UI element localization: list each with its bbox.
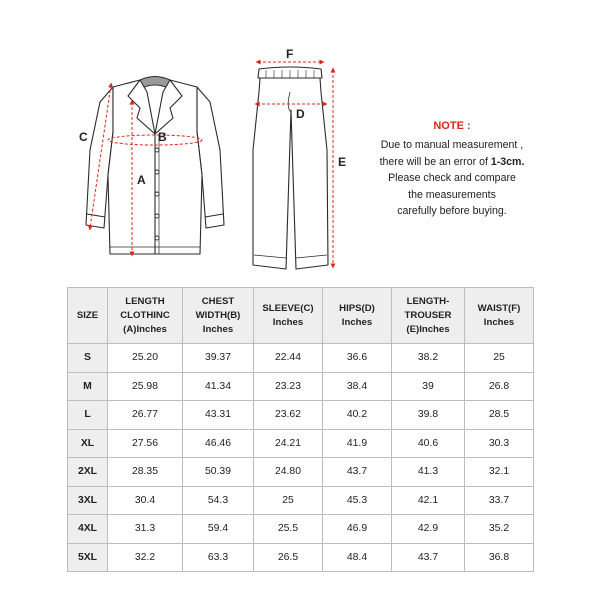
column-header-line: CHEST: [201, 295, 235, 307]
table-cell: 42.1: [392, 486, 465, 515]
column-header-line: WAIST(F): [477, 302, 521, 314]
table-cell: 59.4: [183, 515, 254, 544]
note-error-range: 1-3cm.: [490, 155, 525, 168]
table-row: [68, 429, 534, 458]
table-cell: 46.9: [323, 515, 392, 544]
size-cell: 4XL: [68, 515, 108, 544]
size-chart-table: [67, 287, 534, 572]
column-header-line: LENGTH: [125, 295, 165, 307]
note-line-1: Due to manual measurement ,: [380, 139, 524, 152]
size-cell: M: [68, 372, 108, 401]
table-cell: 28.35: [108, 458, 183, 487]
column-header-line: Inches: [202, 323, 234, 335]
table-cell: 22.44: [254, 344, 323, 373]
table-cell: 25.20: [108, 344, 183, 373]
note-title: NOTE :: [433, 120, 471, 132]
table-cell: 43.31: [183, 401, 254, 430]
table-cell: 28.5: [465, 401, 534, 430]
table-body: [68, 344, 534, 572]
table-row: [68, 543, 534, 572]
column-header-line: WIDTH(B): [195, 309, 241, 321]
table-cell: 41.34: [183, 372, 254, 401]
note-line-3: Please check and compare: [388, 172, 516, 185]
table-cell: 40.6: [392, 429, 465, 458]
table-cell: 26.5: [254, 543, 323, 572]
column-header-line: SIZE: [76, 309, 99, 321]
column-header-line: Inches: [272, 316, 304, 328]
table-cell: 25: [465, 344, 534, 373]
table-cell: 24.21: [254, 429, 323, 458]
table-cell: 23.23: [254, 372, 323, 401]
table-cell: 31.3: [108, 515, 183, 544]
table-cell: 25: [254, 486, 323, 515]
note-line-5: carefully before buying.: [397, 205, 507, 218]
table-cell: 26.8: [465, 372, 534, 401]
table-row: [68, 401, 534, 430]
table-row: [68, 344, 534, 373]
column-header: [68, 288, 108, 344]
table-cell: 43.7: [392, 543, 465, 572]
column-header-line: HIPS(D): [339, 302, 375, 314]
table-cell: 54.3: [183, 486, 254, 515]
table-row: [68, 372, 534, 401]
size-cell: S: [68, 344, 108, 373]
table-cell: 36.6: [323, 344, 392, 373]
table-cell: 24.80: [254, 458, 323, 487]
table-row: [68, 458, 534, 487]
table-cell: 33.7: [465, 486, 534, 515]
table-cell: 36.8: [465, 543, 534, 572]
note-line-2: there will be an error of 1-3cm.: [379, 155, 525, 168]
table-cell: 40.2: [323, 401, 392, 430]
column-header: [323, 288, 392, 344]
size-cell: 3XL: [68, 486, 108, 515]
table-cell: 43.7: [323, 458, 392, 487]
column-header-line: SLEEVE(C): [262, 302, 314, 314]
trousers-drawing: [253, 67, 328, 269]
column-header-line: Inches: [341, 316, 373, 328]
label-a: A: [137, 173, 146, 187]
column-header: [108, 288, 183, 344]
size-cell: 5XL: [68, 543, 108, 572]
table-cell: 30.4: [108, 486, 183, 515]
size-cell: 2XL: [68, 458, 108, 487]
table-cell: 30.3: [465, 429, 534, 458]
table-cell: 32.2: [108, 543, 183, 572]
table-cell: 41.3: [392, 458, 465, 487]
table-cell: 63.3: [183, 543, 254, 572]
table-header-row: [68, 288, 534, 344]
table-cell: 39.8: [392, 401, 465, 430]
column-header: [392, 288, 465, 344]
table-cell: 39: [392, 372, 465, 401]
shirt-drawing: [86, 77, 224, 255]
column-header: [183, 288, 254, 344]
label-d: D: [296, 107, 305, 121]
table-cell: 35.2: [465, 515, 534, 544]
table-cell: 48.4: [323, 543, 392, 572]
table-row: [68, 515, 534, 544]
size-cell: XL: [68, 429, 108, 458]
table-cell: 26.77: [108, 401, 183, 430]
table-cell: 38.2: [392, 344, 465, 373]
label-b: B: [158, 130, 167, 144]
table-row: [68, 486, 534, 515]
column-header: [254, 288, 323, 344]
table-cell: 25.5: [254, 515, 323, 544]
table-cell: 23.62: [254, 401, 323, 430]
label-f: F: [286, 47, 294, 61]
column-header-line: CLOTHINC: [120, 309, 170, 321]
label-e: E: [338, 155, 347, 169]
column-header-line: TROUSER: [404, 309, 452, 321]
table-cell: 32.1: [465, 458, 534, 487]
table-cell: 39.37: [183, 344, 254, 373]
column-header: [465, 288, 534, 344]
table-cell: 42.9: [392, 515, 465, 544]
table-cell: 41.9: [323, 429, 392, 458]
column-header-line: (E)Inches: [406, 323, 450, 335]
table-cell: 50.39: [183, 458, 254, 487]
table-cell: 27.56: [108, 429, 183, 458]
column-header-line: (A)Inches: [123, 323, 167, 335]
table-cell: 38.4: [323, 372, 392, 401]
measurement-note: [360, 118, 544, 219]
note-line-4: the measurements: [408, 188, 496, 201]
size-cell: L: [68, 401, 108, 430]
column-header-line: Inches: [483, 316, 515, 328]
column-header-line: LENGTH-: [406, 295, 450, 307]
label-c: C: [79, 130, 88, 144]
table-cell: 46.46: [183, 429, 254, 458]
table-cell: 25.98: [108, 372, 183, 401]
table-cell: 45.3: [323, 486, 392, 515]
